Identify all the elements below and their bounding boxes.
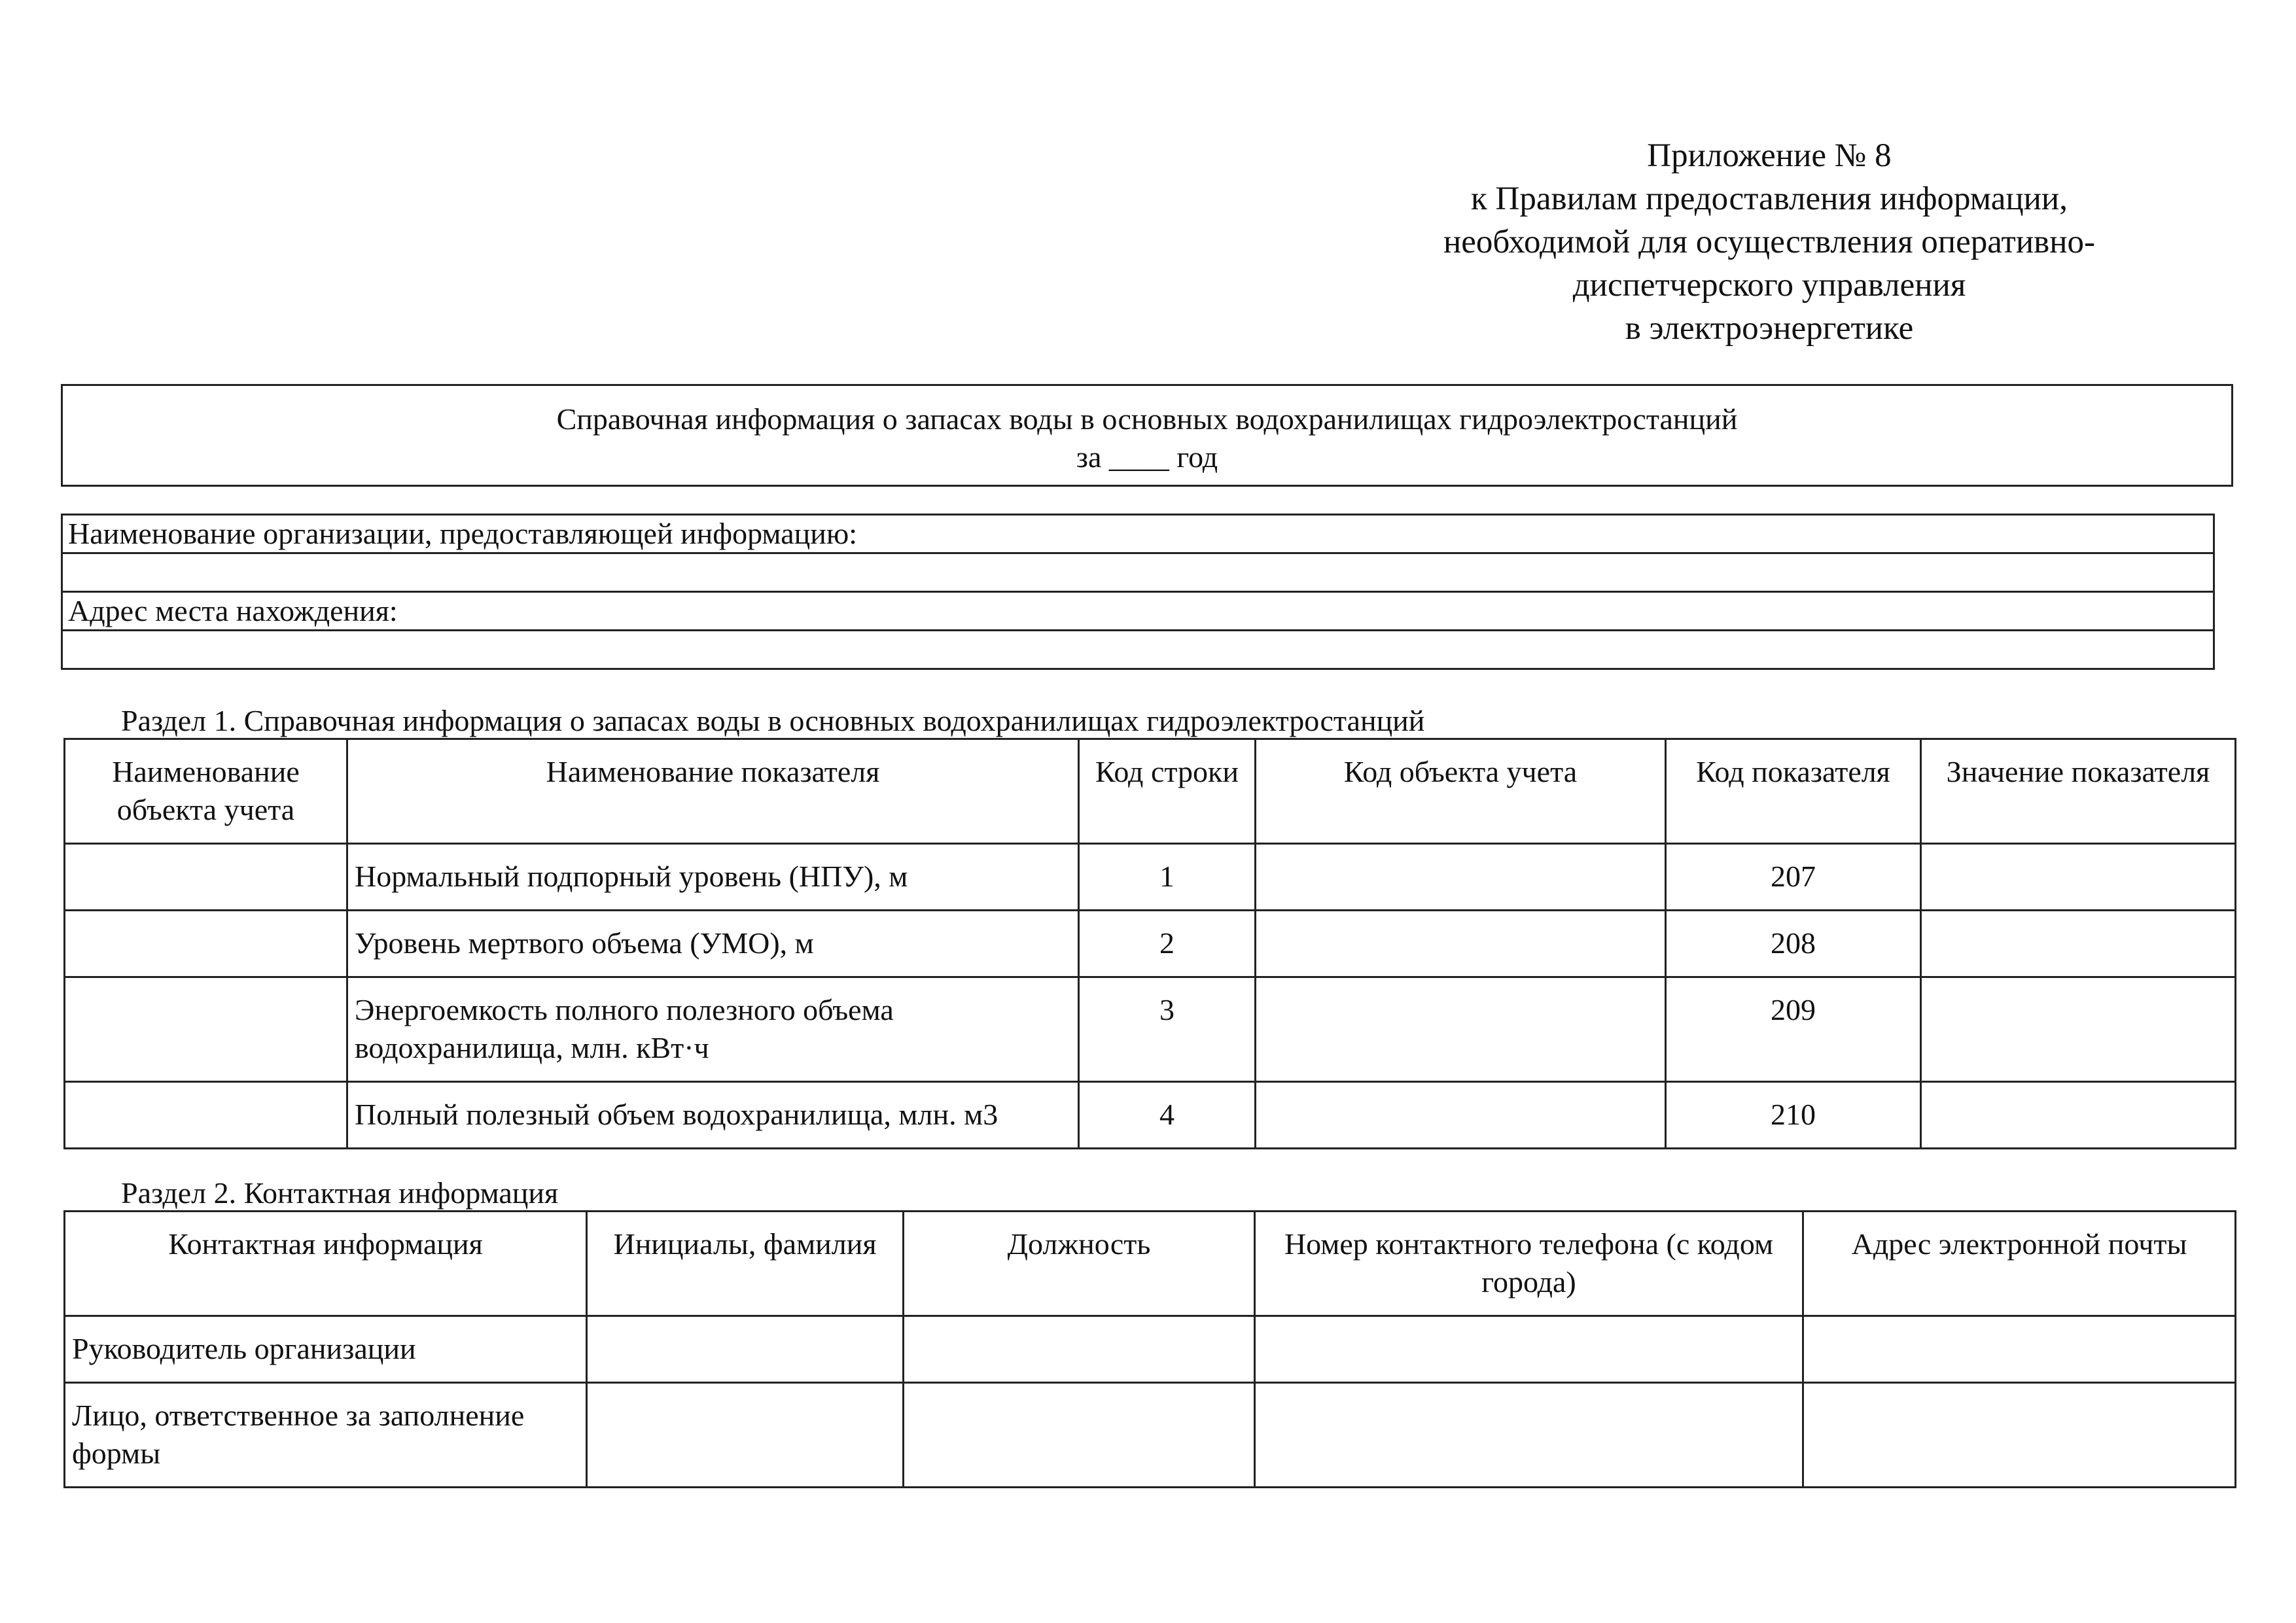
object-name-cell[interactable] bbox=[65, 911, 347, 977]
organization-table bbox=[61, 514, 2215, 670]
form-title: Справочная информация о запасах воды в основных водохранилищах гидроэлектростанций bbox=[556, 402, 1738, 436]
indicator-value-cell[interactable] bbox=[1921, 1082, 2236, 1149]
phone-cell[interactable] bbox=[1255, 1383, 1803, 1488]
object-name-cell[interactable] bbox=[65, 1082, 347, 1149]
indicator-code: 209 bbox=[1666, 977, 1921, 1082]
indicator-name: Полный полезный объем водохранилища, млн. м3 bbox=[347, 1082, 1079, 1149]
appendix-line: диспетчерского управления bbox=[1572, 267, 1966, 304]
table-row bbox=[65, 1383, 2236, 1488]
header-indicator-code: Код показателя bbox=[1666, 739, 1921, 844]
position-cell[interactable] bbox=[904, 1383, 1255, 1488]
section1-table bbox=[63, 738, 2236, 1149]
object-code-cell[interactable] bbox=[1256, 844, 1666, 911]
header-contact: Контактная информация bbox=[65, 1212, 587, 1316]
position-cell[interactable] bbox=[904, 1316, 1255, 1383]
row-code: 4 bbox=[1079, 1082, 1256, 1149]
appendix-header bbox=[1377, 134, 2162, 350]
form-period: за ____ год bbox=[1076, 440, 1218, 474]
phone-cell[interactable] bbox=[1255, 1316, 1803, 1383]
contact-role: Лицо, ответственное за заполнение формы bbox=[65, 1383, 587, 1488]
table-row bbox=[65, 911, 2236, 977]
header-name: Инициалы, фамилия bbox=[587, 1212, 904, 1316]
email-cell[interactable] bbox=[1803, 1316, 2236, 1383]
table-row bbox=[65, 1316, 2236, 1383]
row-code: 3 bbox=[1079, 977, 1256, 1082]
org-name-field[interactable] bbox=[62, 553, 2214, 592]
table-row bbox=[65, 844, 2236, 911]
org-address-label: Адрес места нахождения: bbox=[62, 592, 2214, 631]
object-name-cell[interactable] bbox=[65, 977, 347, 1082]
name-cell[interactable] bbox=[587, 1316, 904, 1383]
header-indicator-name: Наименование показателя bbox=[347, 739, 1079, 844]
indicator-code: 210 bbox=[1666, 1082, 1921, 1149]
appendix-line: в электроэнергетике bbox=[1625, 310, 1914, 347]
org-address-field[interactable] bbox=[62, 631, 2214, 669]
object-name-cell[interactable] bbox=[65, 844, 347, 911]
form-title-box bbox=[61, 384, 2233, 487]
contact-role: Руководитель организации bbox=[65, 1316, 587, 1383]
object-code-cell[interactable] bbox=[1256, 911, 1666, 977]
email-cell[interactable] bbox=[1803, 1383, 2236, 1488]
indicator-name: Уровень мертвого объема (УМО), м bbox=[347, 911, 1079, 977]
header-object-code: Код объекта учета bbox=[1256, 739, 1666, 844]
section2-table bbox=[63, 1210, 2236, 1488]
header-phone: Номер контактного телефона (с кодом города) bbox=[1255, 1212, 1803, 1316]
appendix-number: Приложение № 8 bbox=[1647, 137, 1892, 174]
name-cell[interactable] bbox=[587, 1383, 904, 1488]
appendix-line: к Правилам предоставления информации, bbox=[1471, 181, 2068, 217]
indicator-name: Энергоемкость полного полезного объема водохранилища, млн. кВт·ч bbox=[347, 977, 1079, 1082]
row-code: 2 bbox=[1079, 911, 1256, 977]
indicator-code: 208 bbox=[1666, 911, 1921, 977]
table-row bbox=[65, 1082, 2236, 1149]
header-object-name: Наименование объекта учета bbox=[65, 739, 347, 844]
org-name-label: Наименование организации, предоставляющей информацию: bbox=[62, 515, 2214, 553]
object-code-cell[interactable] bbox=[1256, 977, 1666, 1082]
table-row bbox=[65, 977, 2236, 1082]
appendix-line: необходимой для осуществления оперативно- bbox=[1443, 224, 2095, 260]
section2-title: Раздел 2. Контактная информация bbox=[121, 1176, 559, 1210]
header-position: Должность bbox=[904, 1212, 1255, 1316]
header-row-code: Код строки bbox=[1079, 739, 1256, 844]
indicator-value-cell[interactable] bbox=[1921, 844, 2236, 911]
section1-title: Раздел 1. Справочная информация о запасах воды в основных водохранилищах гидроэлектростанций bbox=[121, 704, 1425, 737]
indicator-name: Нормальный подпорный уровень (НПУ), м bbox=[347, 844, 1079, 911]
indicator-code: 207 bbox=[1666, 844, 1921, 911]
header-indicator-value: Значение показателя bbox=[1921, 739, 2236, 844]
indicator-value-cell[interactable] bbox=[1921, 911, 2236, 977]
object-code-cell[interactable] bbox=[1256, 1082, 1666, 1149]
indicator-value-cell[interactable] bbox=[1921, 977, 2236, 1082]
header-email: Адрес электронной почты bbox=[1803, 1212, 2236, 1316]
row-code: 1 bbox=[1079, 844, 1256, 911]
